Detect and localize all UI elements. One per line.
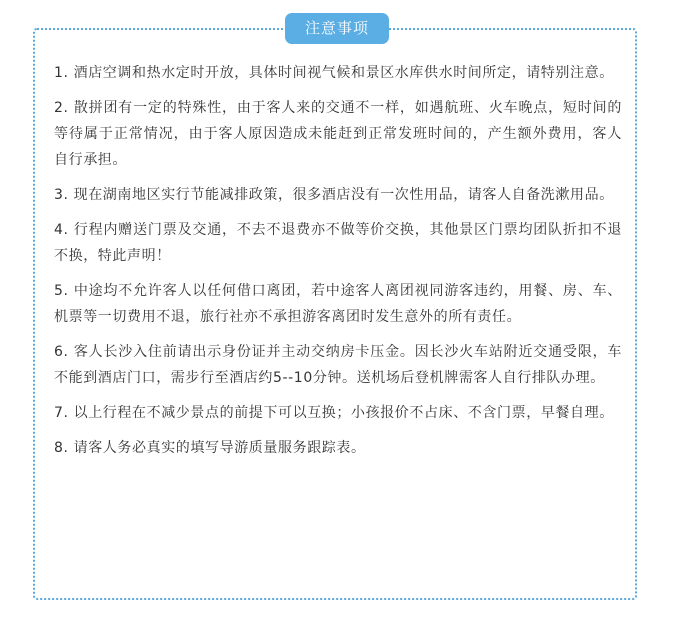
notice-item-6: 6. 客人长沙入住前请出示身份证并主动交纳房卡压金。因长沙火车站附近交通受限，车不能到酒店门口，需步行至酒店约5--10分钟。送机场后登机牌需客人自行排队办理。 [54, 344, 622, 386]
notice-list [54, 60, 622, 470]
notice-item-2: 2. 散拼团有一定的特殊性，由于客人来的交通不一样，如遇航班、火车晚点，短时间的等待属于正常情况，由于客人原因造成未能赶到正常发班时间的，产生额外费用，客人自行承担。 [54, 100, 622, 168]
notice-item-5: 5. 中途均不允许客人以任何借口离团，若中途客人离团视同游客违约，用餐、房、车、机票等一切费用不退，旅行社亦不承担游客离团时发生意外的所有责任。 [54, 283, 622, 325]
notice-item-8: 8. 请客人务必真实的填写导游质量服务跟踪表。 [54, 440, 366, 456]
notice-item-4: 4. 行程内赠送门票及交通，不去不退费亦不做等价交换，其他景区门票均团队折扣不退不换，特此声明！ [54, 222, 622, 264]
notice-item-3: 3. 现在湖南地区实行节能减排政策，很多酒店没有一次性用品，请客人自备洗漱用品。 [54, 187, 614, 203]
notice-item-1: 1. 酒店空调和热水定时开放，具体时间视气候和景区水库供水时间所定，请特别注意。 [54, 65, 614, 81]
notice-item-7: 7. 以上行程在不减少景点的前提下可以互换；小孩报价不占床、不含门票，早餐自理。 [54, 405, 614, 421]
notice-title: 注意事项 [285, 13, 389, 44]
